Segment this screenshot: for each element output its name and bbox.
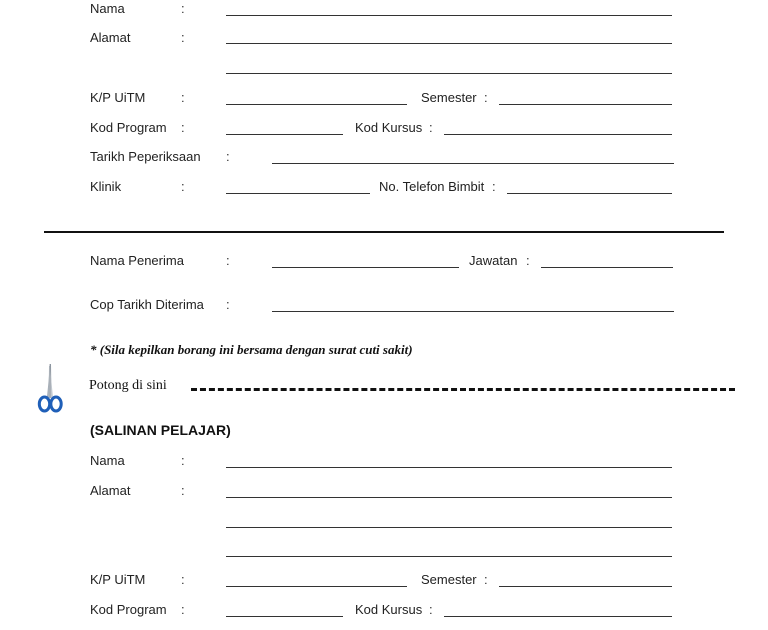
copy-semester-label: Semester — [421, 572, 477, 587]
copy-kp-uitm-label: K/P UiTM — [90, 572, 146, 587]
copy-kod-program-label: Kod Program — [90, 602, 167, 617]
colon: : — [181, 179, 185, 194]
klinik-label: Klinik — [90, 179, 122, 194]
colon: : — [226, 149, 230, 164]
nama-penerima-field-line[interactable] — [272, 267, 459, 268]
colon: : — [226, 253, 230, 268]
copy-alamat-label: Alamat — [90, 483, 131, 498]
colon: : — [181, 602, 185, 617]
tarikh-peperiksaan-field-line[interactable] — [272, 163, 674, 164]
semester-field-line[interactable] — [499, 104, 672, 105]
colon: : — [181, 572, 185, 587]
colon: : — [484, 572, 488, 587]
no-telefon-label: No. Telefon Bimbit — [379, 179, 485, 194]
copy-kp-uitm-field-line[interactable] — [226, 586, 407, 587]
no-telefon-field-line[interactable] — [507, 193, 672, 194]
colon: : — [181, 1, 185, 16]
student-copy-heading: (SALINAN PELAJAR) — [90, 422, 231, 438]
kod-program-label: Kod Program — [90, 120, 167, 135]
alamat-field-line-1[interactable] — [226, 43, 672, 44]
cop-tarikh-field-line[interactable] — [272, 311, 674, 312]
nama-field-line[interactable] — [226, 15, 672, 16]
colon: : — [429, 120, 433, 135]
jawatan-label: Jawatan — [469, 253, 518, 268]
nama-label: Nama — [90, 1, 125, 16]
kod-program-field-line[interactable] — [226, 134, 343, 135]
kp-uitm-field-line[interactable] — [226, 104, 407, 105]
copy-nama-field-line[interactable] — [226, 467, 672, 468]
klinik-field-line[interactable] — [226, 193, 370, 194]
copy-alamat-field-line-1[interactable] — [226, 497, 672, 498]
jawatan-field-line[interactable] — [541, 267, 673, 268]
copy-kod-kursus-field-line[interactable] — [444, 616, 672, 617]
colon: : — [181, 30, 185, 45]
copy-semester-field-line[interactable] — [499, 586, 672, 587]
kp-uitm-label: K/P UiTM — [90, 90, 146, 105]
colon: : — [181, 483, 185, 498]
copy-kod-program-field-line[interactable] — [226, 616, 343, 617]
kod-kursus-label: Kod Kursus — [355, 120, 423, 135]
cop-tarikh-label: Cop Tarikh Diterima — [90, 297, 204, 312]
colon: : — [484, 90, 488, 105]
scissors-icon — [36, 360, 64, 414]
copy-alamat-field-line-3[interactable] — [226, 556, 672, 557]
alamat-field-line-2[interactable] — [226, 73, 672, 74]
kod-kursus-field-line[interactable] — [444, 134, 672, 135]
cut-here-label: Potong di sini — [89, 378, 167, 393]
colon: : — [226, 297, 230, 312]
copy-kod-kursus-label: Kod Kursus — [355, 602, 423, 617]
copy-alamat-field-line-2[interactable] — [226, 527, 672, 528]
colon: : — [526, 253, 530, 268]
colon: : — [181, 120, 185, 135]
attachment-note: * (Sila kepilkan borang ini bersama dengan surat cuti sakit) — [90, 342, 413, 357]
colon: : — [492, 179, 496, 194]
section-divider — [44, 231, 724, 233]
cut-dashed-line — [191, 388, 735, 391]
colon: : — [429, 602, 433, 617]
tarikh-peperiksaan-label: Tarikh Peperiksaan — [90, 149, 201, 164]
alamat-label: Alamat — [90, 30, 131, 45]
nama-penerima-label: Nama Penerima — [90, 253, 184, 268]
colon: : — [181, 453, 185, 468]
colon: : — [181, 90, 185, 105]
copy-nama-label: Nama — [90, 453, 125, 468]
semester-label: Semester — [421, 90, 477, 105]
